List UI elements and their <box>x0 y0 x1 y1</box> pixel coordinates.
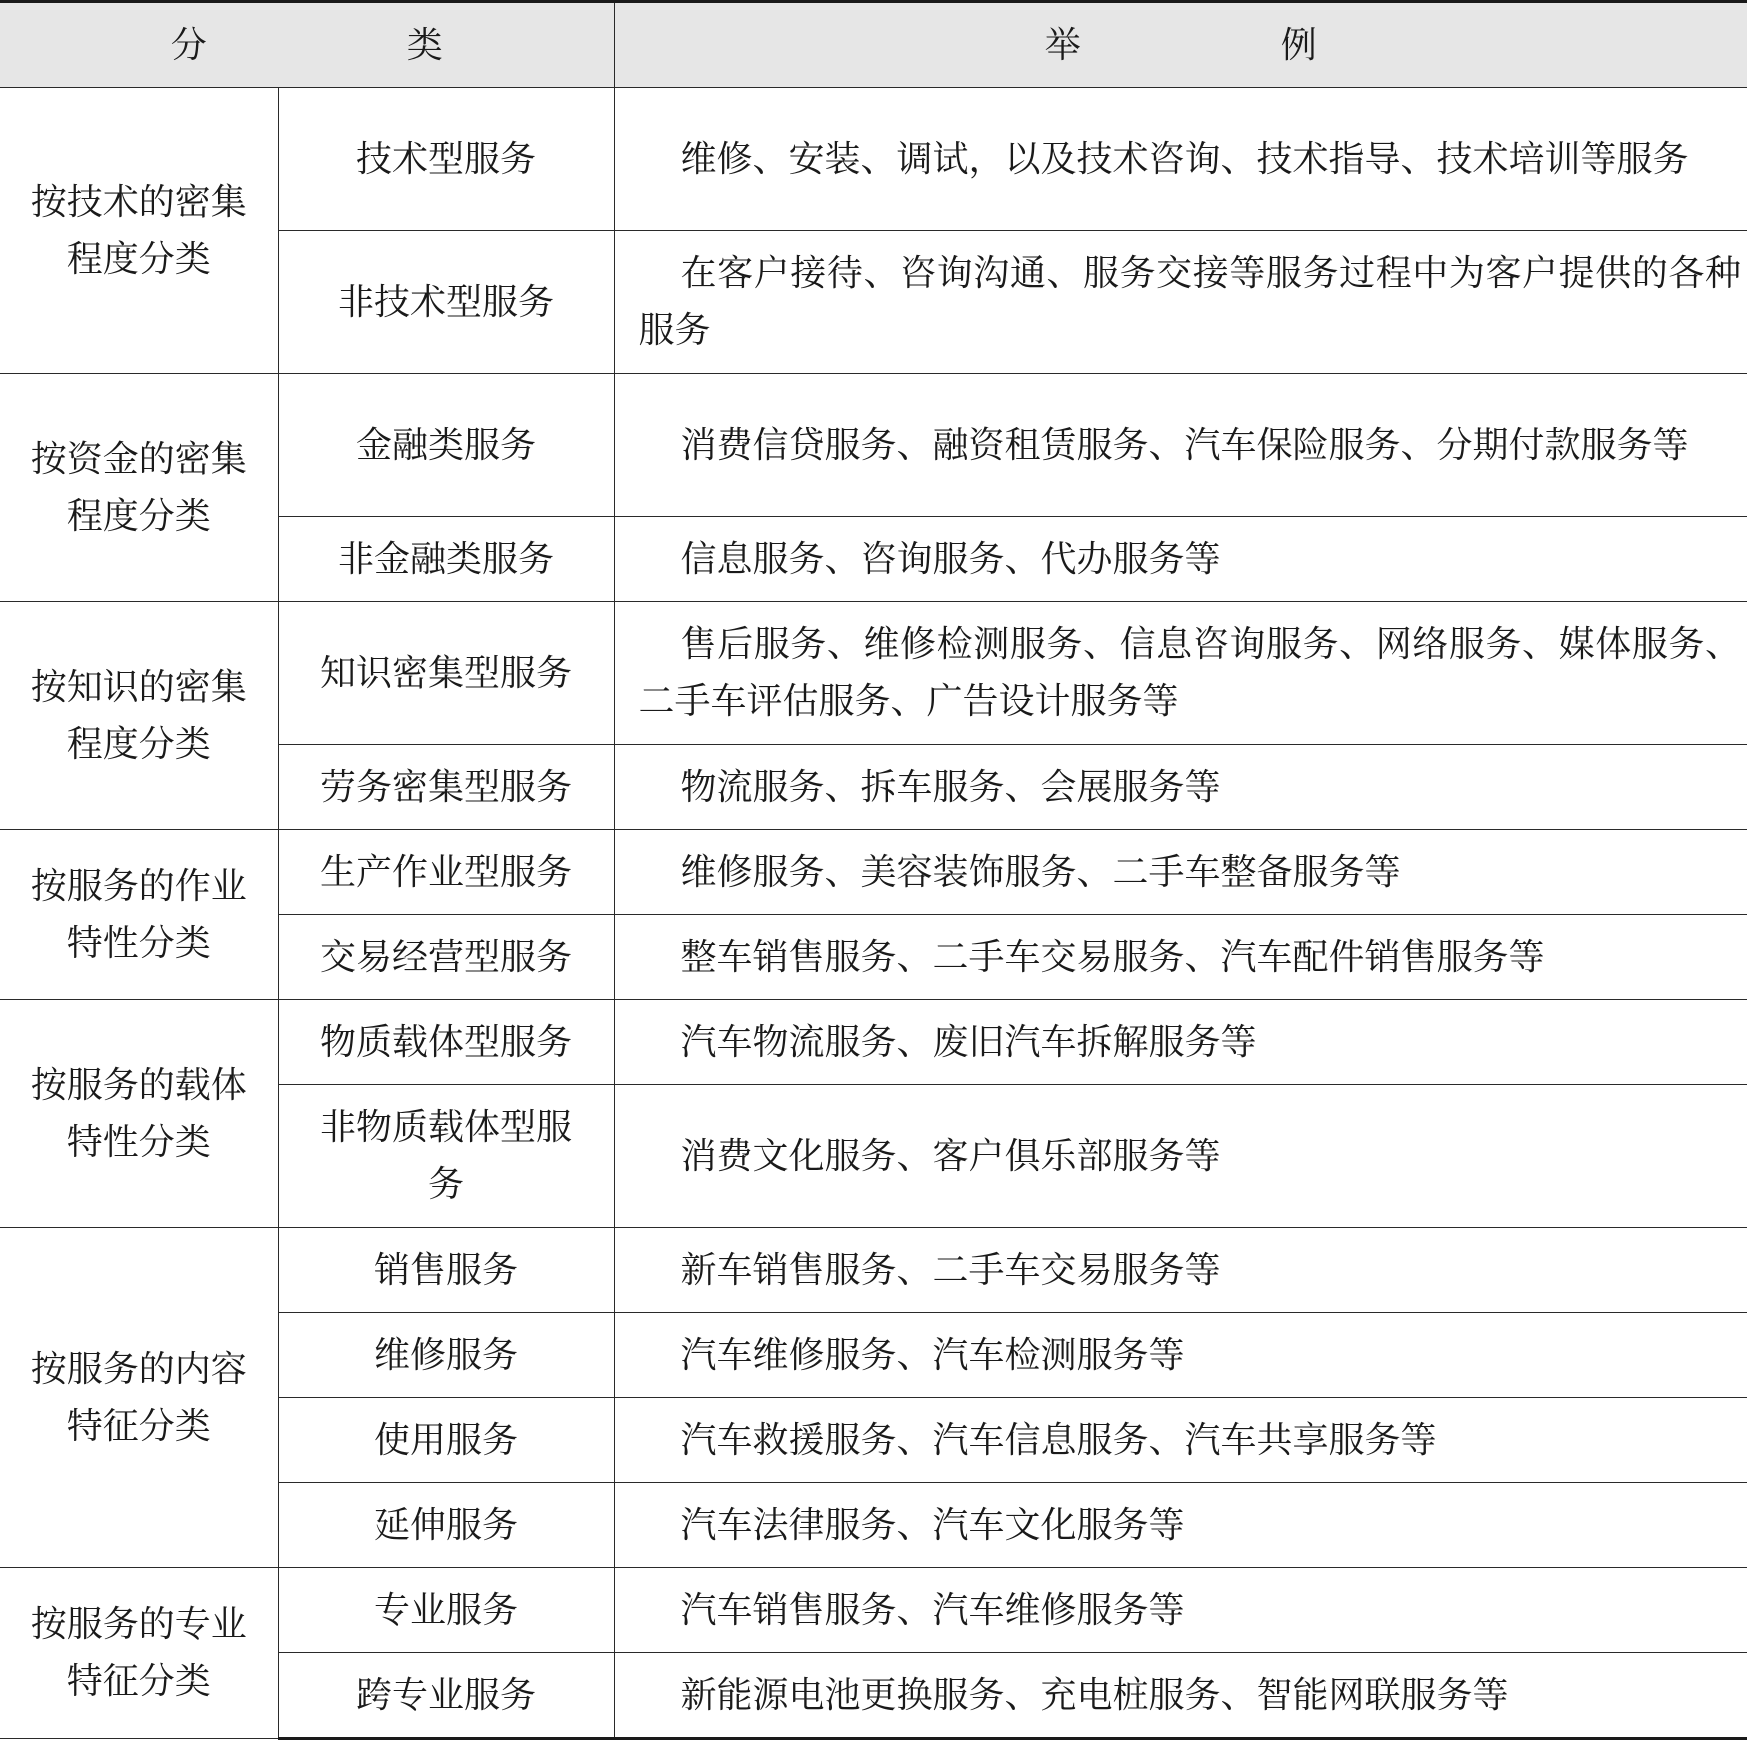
example-cell: 汽车救援服务、汽车信息服务、汽车共享服务等 <box>614 1398 1747 1483</box>
example-cell: 整车销售服务、二手车交易服务、汽车配件销售服务等 <box>614 915 1747 1000</box>
example-cell: 新车销售服务、二手车交易服务等 <box>614 1228 1747 1313</box>
service-type-cell: 交易经营型服务 <box>278 915 614 1000</box>
category-cell: 按服务的作业特性分类 <box>0 830 278 1000</box>
example-cell: 消费信贷服务、融资租赁服务、汽车保险服务、分期付款服务等 <box>614 374 1747 517</box>
service-type-cell: 使用服务 <box>278 1398 614 1483</box>
service-type-cell: 非技术型服务 <box>278 231 614 374</box>
table-row <box>0 1000 1747 1085</box>
table-row <box>0 602 1747 745</box>
example-cell: 信息服务、咨询服务、代办服务等 <box>614 517 1747 602</box>
service-type-cell: 跨专业服务 <box>278 1653 614 1739</box>
table-header-row <box>0 2 1747 88</box>
category-cell: 按技术的密集程度分类 <box>0 88 278 374</box>
example-cell: 维修服务、美容装饰服务、二手车整备服务等 <box>614 830 1747 915</box>
category-cell: 按服务的载体特性分类 <box>0 1000 278 1228</box>
service-type-cell: 非物质载体型服务 <box>278 1085 614 1228</box>
header-category: 分 类 <box>0 2 614 88</box>
service-type-cell: 知识密集型服务 <box>278 602 614 745</box>
service-type-cell: 生产作业型服务 <box>278 830 614 915</box>
category-cell: 按资金的密集程度分类 <box>0 374 278 602</box>
category-cell: 按知识的密集程度分类 <box>0 602 278 830</box>
example-cell: 汽车维修服务、汽车检测服务等 <box>614 1313 1747 1398</box>
category-cell: 按服务的专业特征分类 <box>0 1568 278 1739</box>
service-type-cell: 销售服务 <box>278 1228 614 1313</box>
example-cell: 新能源电池更换服务、充电桩服务、智能网联服务等 <box>614 1653 1747 1739</box>
example-cell: 维修、安装、调试，以及技术咨询、技术指导、技术培训等服务 <box>614 88 1747 231</box>
example-cell: 售后服务、维修检测服务、信息咨询服务、网络服务、媒体服务、二手车评估服务、广告设计服务等 <box>614 602 1747 745</box>
service-type-cell: 维修服务 <box>278 1313 614 1398</box>
header-example: 举 例 <box>614 2 1747 88</box>
service-type-cell: 延伸服务 <box>278 1483 614 1568</box>
table-row <box>0 88 1747 231</box>
table-row <box>0 1568 1747 1653</box>
table-row <box>0 374 1747 517</box>
service-type-cell: 专业服务 <box>278 1568 614 1653</box>
example-cell: 汽车销售服务、汽车维修服务等 <box>614 1568 1747 1653</box>
example-cell: 汽车物流服务、废旧汽车拆解服务等 <box>614 1000 1747 1085</box>
category-cell: 按服务的内容特征分类 <box>0 1228 278 1568</box>
example-cell: 汽车法律服务、汽车文化服务等 <box>614 1483 1747 1568</box>
service-type-cell: 劳务密集型服务 <box>278 745 614 830</box>
service-type-cell: 非金融类服务 <box>278 517 614 602</box>
service-type-cell: 技术型服务 <box>278 88 614 231</box>
example-cell: 在客户接待、咨询沟通、服务交接等服务过程中为客户提供的各种服务 <box>614 231 1747 374</box>
table-row <box>0 1228 1747 1313</box>
service-type-cell: 金融类服务 <box>278 374 614 517</box>
service-type-cell: 物质载体型服务 <box>278 1000 614 1085</box>
table-row <box>0 830 1747 915</box>
example-cell: 物流服务、拆车服务、会展服务等 <box>614 745 1747 830</box>
example-cell: 消费文化服务、客户俱乐部服务等 <box>614 1085 1747 1228</box>
